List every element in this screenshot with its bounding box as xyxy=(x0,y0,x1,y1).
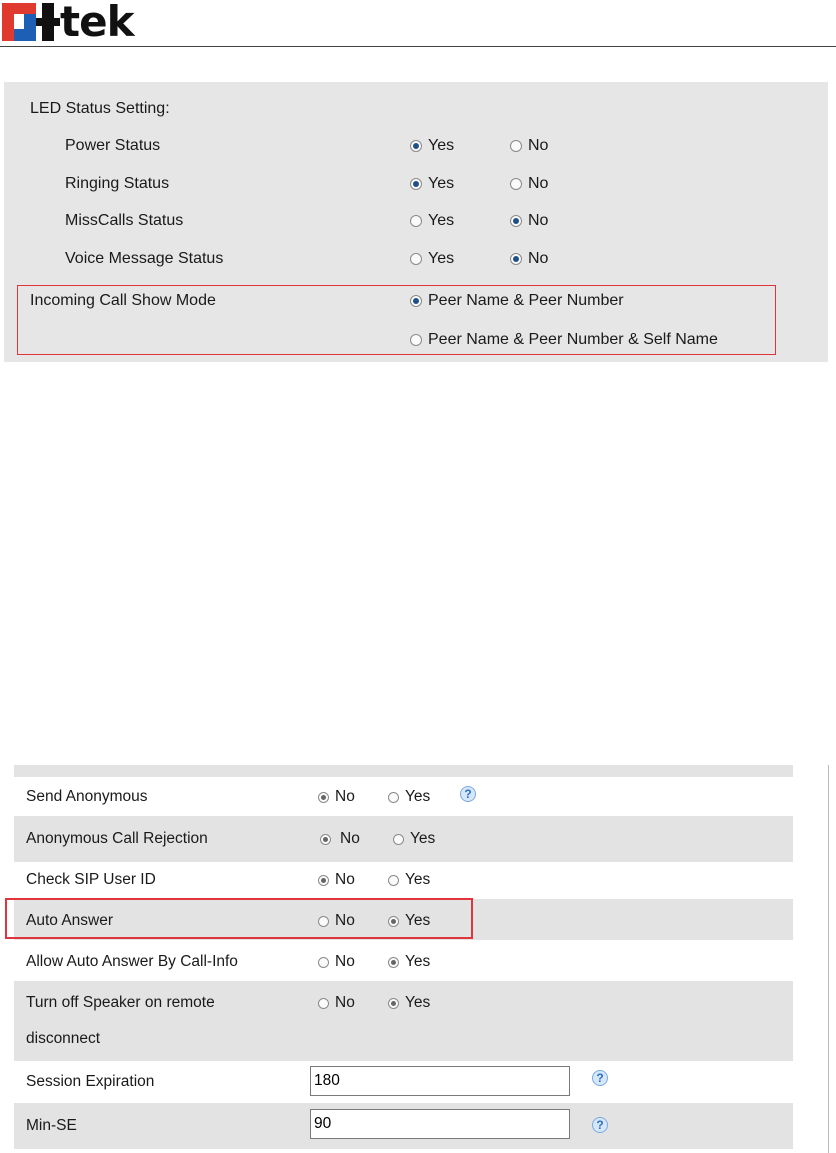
session-expiration-input[interactable] xyxy=(310,1066,570,1096)
session-expiration-help-icon[interactable]: ? xyxy=(592,1070,608,1086)
htek-logo xyxy=(2,0,134,46)
power-status-label: Power Status xyxy=(65,137,161,154)
send-anonymous-yes-option[interactable]: Yes xyxy=(388,788,430,806)
ringing-status-no-radio[interactable] xyxy=(510,178,522,190)
allow-auto-answer-yes-radio[interactable] xyxy=(388,957,399,968)
min-se-help-icon[interactable]: ? xyxy=(592,1117,608,1133)
auto-answer-label: Auto Answer xyxy=(26,912,114,929)
power-status-yes-radio[interactable] xyxy=(410,140,422,152)
check-sip-user-id-yes-option[interactable]: Yes xyxy=(388,871,430,889)
led-status-title: LED Status Setting: xyxy=(30,100,170,117)
incoming-mode-option-1[interactable]: Peer Name & Peer Number xyxy=(410,292,624,310)
auto-answer-no-radio[interactable] xyxy=(318,916,329,927)
send-anonymous-help-icon[interactable]: ? xyxy=(460,786,476,802)
misscalls-status-yes-option[interactable]: Yes xyxy=(410,212,454,230)
voice-message-status-no-option[interactable]: No xyxy=(510,250,548,268)
incoming-call-show-mode-label: Incoming Call Show Mode xyxy=(30,292,216,309)
voice-message-status-no-radio[interactable] xyxy=(510,253,522,265)
min-se-label: Min-SE xyxy=(26,1117,77,1134)
anonymous-call-rejection-no-option[interactable]: No xyxy=(320,830,360,848)
voice-message-status-yes-option[interactable]: Yes xyxy=(410,250,454,268)
power-status-no-option[interactable]: No xyxy=(510,137,548,155)
auto-answer-yes-option[interactable]: Yes xyxy=(388,912,430,930)
allow-auto-answer-no-radio[interactable] xyxy=(318,957,329,968)
turn-off-speaker-no-option[interactable]: No xyxy=(318,994,355,1012)
send-anonymous-no-option[interactable]: No xyxy=(318,788,355,806)
header-divider xyxy=(0,46,836,47)
ringing-status-label: Ringing Status xyxy=(65,175,170,192)
anonymous-call-rejection-yes-option[interactable]: Yes xyxy=(393,830,435,848)
incoming-mode-option-2[interactable]: Peer Name & Peer Number & Self Name xyxy=(410,331,718,349)
turn-off-speaker-yes-radio[interactable] xyxy=(388,998,399,1009)
turn-off-speaker-row xyxy=(14,981,793,1061)
check-sip-user-id-yes-radio[interactable] xyxy=(388,875,399,886)
allow-auto-answer-call-info-label: Allow Auto Answer By Call-Info xyxy=(26,953,238,970)
anonymous-call-rejection-label: Anonymous Call Rejection xyxy=(26,830,208,847)
send-anonymous-label: Send Anonymous xyxy=(26,788,148,805)
power-status-yes-option[interactable]: Yes xyxy=(410,137,454,155)
ringing-status-yes-radio[interactable] xyxy=(410,178,422,190)
incoming-mode-option-1-radio[interactable] xyxy=(410,295,422,307)
power-status-no-radio[interactable] xyxy=(510,140,522,152)
misscalls-status-no-radio[interactable] xyxy=(510,215,522,227)
turn-off-speaker-label-line2: disconnect xyxy=(26,1030,101,1047)
check-sip-user-id-no-option[interactable]: No xyxy=(318,871,355,889)
check-sip-user-id-no-radio[interactable] xyxy=(318,875,329,886)
anonymous-call-rejection-yes-radio[interactable] xyxy=(393,834,404,845)
voice-message-status-yes-radio[interactable] xyxy=(410,253,422,265)
htek-logo-mark xyxy=(2,3,60,41)
check-sip-user-id-label: Check SIP User ID xyxy=(26,871,156,888)
min-se-input[interactable] xyxy=(310,1109,570,1139)
panel-edge xyxy=(828,765,829,1153)
ringing-status-yes-option[interactable]: Yes xyxy=(410,175,454,193)
anonymous-call-rejection-no-radio[interactable] xyxy=(320,834,331,845)
ringing-status-no-option[interactable]: No xyxy=(510,175,548,193)
voice-message-status-label: Voice Message Status xyxy=(65,250,224,267)
send-anonymous-no-radio[interactable] xyxy=(318,792,329,803)
session-expiration-label: Session Expiration xyxy=(26,1073,155,1090)
auto-answer-no-option[interactable]: No xyxy=(318,912,355,930)
allow-auto-answer-no-option[interactable]: No xyxy=(318,953,355,971)
send-anonymous-yes-radio[interactable] xyxy=(388,792,399,803)
allow-auto-answer-yes-option[interactable]: Yes xyxy=(388,953,430,971)
turn-off-speaker-no-radio[interactable] xyxy=(318,998,329,1009)
incoming-mode-option-2-radio[interactable] xyxy=(410,334,422,346)
turn-off-speaker-label-line1: Turn off Speaker on remote xyxy=(26,994,215,1011)
misscalls-status-no-option[interactable]: No xyxy=(510,212,548,230)
top-row-partial xyxy=(14,765,793,777)
misscalls-status-label: MissCalls Status xyxy=(65,212,184,229)
turn-off-speaker-yes-option[interactable]: Yes xyxy=(388,994,430,1012)
htek-logo-text: tek xyxy=(60,0,134,46)
auto-answer-yes-radio[interactable] xyxy=(388,916,399,927)
misscalls-status-yes-radio[interactable] xyxy=(410,215,422,227)
